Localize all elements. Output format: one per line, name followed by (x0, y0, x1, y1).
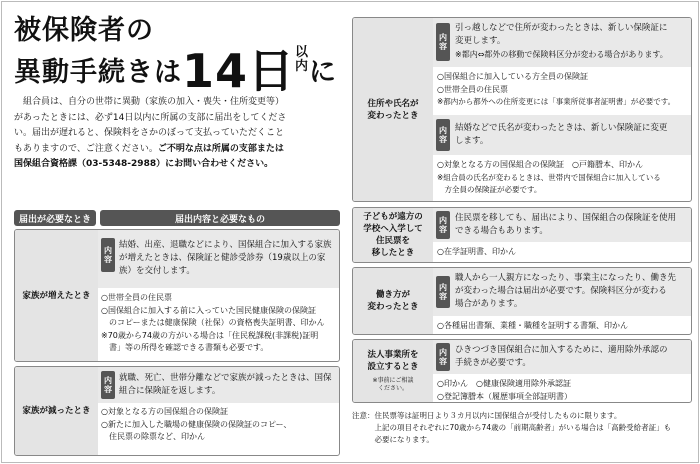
header-case: 届出が必要なとき (14, 210, 96, 226)
row-description: 引っ越しなどで住所が変わったときは、新しい保険証に 変更します。 ※都内⇔都外の移動で保険料区分が変わる場合があります。 (455, 23, 668, 59)
row-description: 職人から一人親方になったり、事業主になったり、働き先 が変わった場合は届出が必要です。保険料区分が変わる 場合があります。 (455, 273, 677, 309)
row-docs: ○対象となる方の国保組合の保険証 ○戸籍謄本、印かん ※組合員の氏名が変わるときは、世帯内で国保組合に加入している 方全員の保険証が必要です。 (437, 160, 661, 194)
row-description: 結婚、出産、退職などにより、国保組合に加入する家族 が増えたときは、保険証と健診受診券（19歳以上の家 族）を交付します。 (119, 240, 332, 276)
row-docs: ○各種届出書類、業種・職種を証明する書類、印かん (437, 321, 628, 330)
row-label-note: ※事前にご相談 ください。 (372, 377, 414, 392)
footnote: 注意：住民票等は証明日より３カ月以内に国保組合が受付したものに限ります。 上記の項目それぞれに70歳から74歳の「前期高齢者」がいる場合は「高齢受給者証」も 必要になります。 (352, 411, 672, 444)
headline-tail: に (309, 57, 338, 88)
headline-line2 (14, 42, 338, 98)
row-description: 結婚などで氏名が変わったときは、新しい保険証に変更 します。 (455, 123, 668, 146)
content-tag: 内容 (101, 238, 115, 272)
headline-pre: 異動手続きは (14, 57, 182, 88)
row-label: 家族が増えたとき (15, 230, 98, 361)
row-family-added (14, 229, 340, 362)
content-tag: 内容 (436, 119, 450, 151)
row-student (352, 207, 692, 263)
row-docs: ○世帯全員の住民票 ○国保組合に加入する前に入っていた国民健康保険の保険証 のコピーまたは健康保険（社保）の資格喪失証明書、印かん ※70歳から74歳の方がいる場合は「住民税課税(非課税)証明 書」等の所得を確認できる書類も必要です。 (101, 293, 325, 352)
row-family-removed (14, 366, 340, 456)
row-label: 子どもが遠方の 学校へ入学して 住民票を 移したとき (353, 208, 433, 262)
row-docs: ○国保組合に加入している方全員の保険証 ○世帯全員の住民票 ※都内から都外への住所変更には「事業所従事者証明書」が必要です。 (437, 72, 676, 106)
headline-within: 以 内 (295, 45, 310, 74)
content-tag: 内容 (436, 211, 450, 239)
row-description: 住民票を移しても、届出により、国保組合の保険証を使用 できる場合もあります。 (455, 213, 677, 236)
row-corporation (352, 339, 692, 403)
content-tag: 内容 (436, 343, 450, 371)
content-tag: 内容 (101, 371, 115, 399)
row-docs: ○印かん ○健康保険適用除外承認証 ○登記簿謄本（履歴事項全部証明書） (437, 379, 572, 401)
content-tag: 内容 (436, 23, 450, 61)
row-label: 法人事業所を 設立するとき ※事前にご相談 ください。 (353, 340, 433, 402)
header-content: 届出内容と必要なもの (100, 210, 340, 226)
row-label: 家族が減ったとき (15, 367, 98, 455)
row-label: 働き方が 変わったとき (353, 268, 433, 334)
row-description: ひきつづき国保組合に加入するために、適用除外承認の 手続きが必要です。 (455, 345, 668, 368)
row-work-change (352, 267, 692, 335)
row-label: 住所や氏名が 変わったとき (353, 18, 433, 201)
row-address-name (352, 17, 692, 202)
intro-paragraph: 組合員は、自分の世帯に異動（家族の加入・喪失・住所変更等） があったときには、必ず14日以内に所属の支部に届出をしてくださ い。届出が遅れると、保険料をさかのぼって支払っていただくこと もありますので、ご注意ください。ご不明な点は所属の支部または 国保組合資格課（03-5348-2988）にお問い合わせください。 (14, 97, 287, 169)
row-description: 就職、死亡、世帯分離などで家族が減ったときは、国保 組合に保険証を返します。 (119, 373, 332, 396)
row-docs: ○在学証明書、印かん (437, 247, 516, 256)
content-tag: 内容 (436, 276, 450, 308)
headline-line1: 被保険者の (14, 15, 154, 46)
row-docs: ○対象となる方の国保組合の保険証 ○新たに加入した職場の健康保険の保険証のコピー、 住民票の除票など、印かん (101, 407, 292, 441)
headline-days: 14日 (182, 44, 296, 98)
